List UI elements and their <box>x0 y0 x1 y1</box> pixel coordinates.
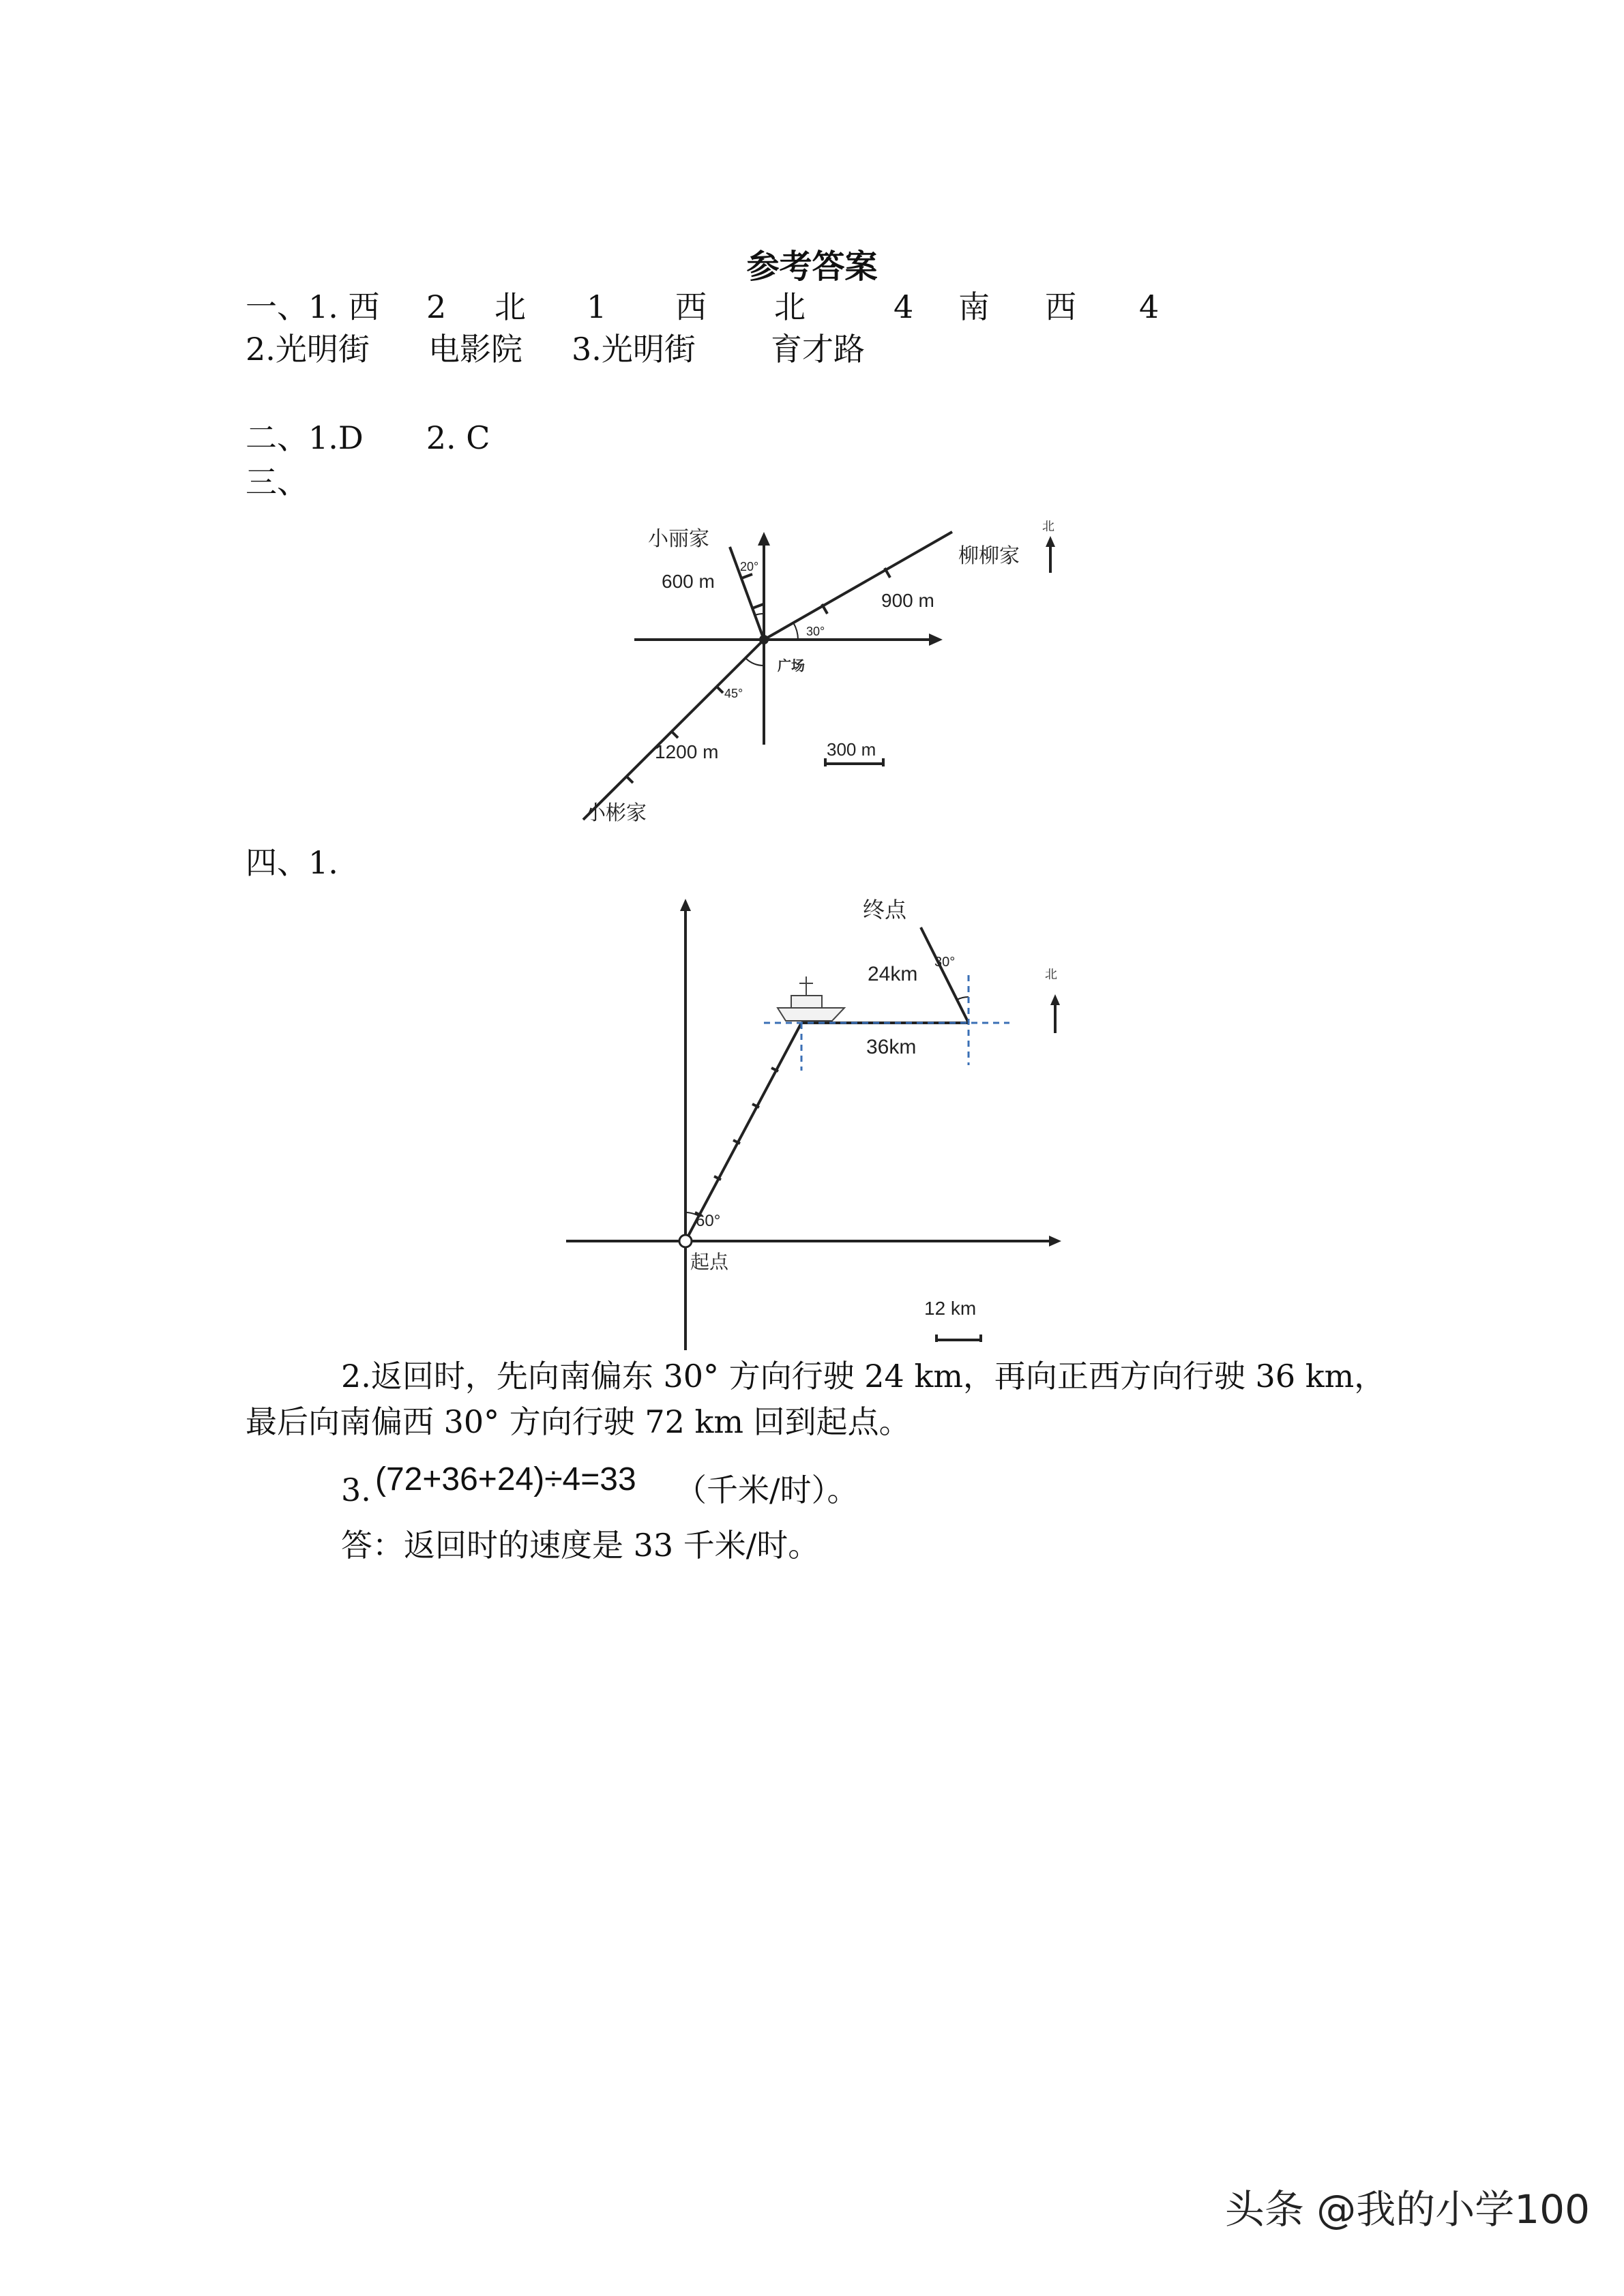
section-2-answers: 二、1.D 2. C <box>246 419 490 456</box>
label-xiaobin-home: 小彬家 <box>585 802 647 824</box>
angle-20: 20° <box>740 560 759 573</box>
label-xiaoli-home: 小丽家 <box>648 528 709 550</box>
scale-label: 300 m <box>827 739 876 760</box>
angle-45: 45° <box>724 687 743 700</box>
answer-4-2-line1: 2.返回时，先向南偏东 30° 方向行驶 24 km，再向正西方向行驶 36 km， <box>341 1358 1386 1395</box>
answer-1-item: 西 <box>1045 288 1076 325</box>
answer-1-item: 1 <box>587 288 607 325</box>
answer-2-item: 育才路 <box>771 331 865 368</box>
answer-1-item: 北 <box>494 288 526 325</box>
distance-1200: 1200 m <box>655 741 719 762</box>
label-start-point: 起点 <box>690 1251 729 1272</box>
angle-30: 30° <box>934 955 956 970</box>
answer-1-item: 北 <box>774 288 806 325</box>
answer-4-3-suffix: （千米/时）。 <box>675 1472 859 1508</box>
scale-label: 12 km <box>924 1298 977 1319</box>
direction-diagram-1 <box>546 505 1105 846</box>
answer-1-item: 2 <box>426 288 447 325</box>
page-title: 参考答案 <box>746 248 878 286</box>
north-label: 北 <box>1045 968 1057 981</box>
north-label: 北 <box>1042 520 1054 533</box>
distance-900: 900 m <box>881 590 934 611</box>
label-plaza: 广场 <box>778 659 805 674</box>
answer-1-item: 4 <box>894 288 914 325</box>
angle-30: 30° <box>806 625 825 638</box>
answer-1-item: 南 <box>958 288 990 325</box>
final-answer: 答：返回时的速度是 33 千米/时。 <box>341 1527 820 1564</box>
distance-600: 600 m <box>662 571 715 592</box>
answer-2-item: 2.光明街 <box>246 331 370 368</box>
answer-4-2-line2: 最后向南偏西 30° 方向行驶 72 km 回到起点。 <box>246 1403 911 1440</box>
distance-24km: 24km <box>868 963 918 985</box>
section-3-label: 三、 <box>246 464 308 501</box>
label-end-point: 终点 <box>863 897 907 922</box>
distance-36km: 36km <box>866 1036 917 1058</box>
angle-60: 60° <box>696 1212 721 1230</box>
answer-4-3-prefix: 3. <box>341 1472 371 1508</box>
answer-2-item: 3.光明街 <box>572 331 696 368</box>
answer-4-3-formula: (72+36+24)÷4=33 <box>375 1461 636 1497</box>
answer-1-item: 一、1. 西 <box>246 288 380 325</box>
answer-2-item: 电影院 <box>428 331 522 368</box>
answer-1-item: 4 <box>1139 288 1160 325</box>
watermark: 头条 @我的小学100 <box>1224 2186 1590 2233</box>
label-liuliu-home: 柳柳家 <box>958 545 1020 567</box>
section-4-label: 四、1. <box>246 844 338 881</box>
route-diagram <box>559 886 1078 1350</box>
answer-1-item: 西 <box>675 288 707 325</box>
ship-icon <box>778 976 844 1021</box>
